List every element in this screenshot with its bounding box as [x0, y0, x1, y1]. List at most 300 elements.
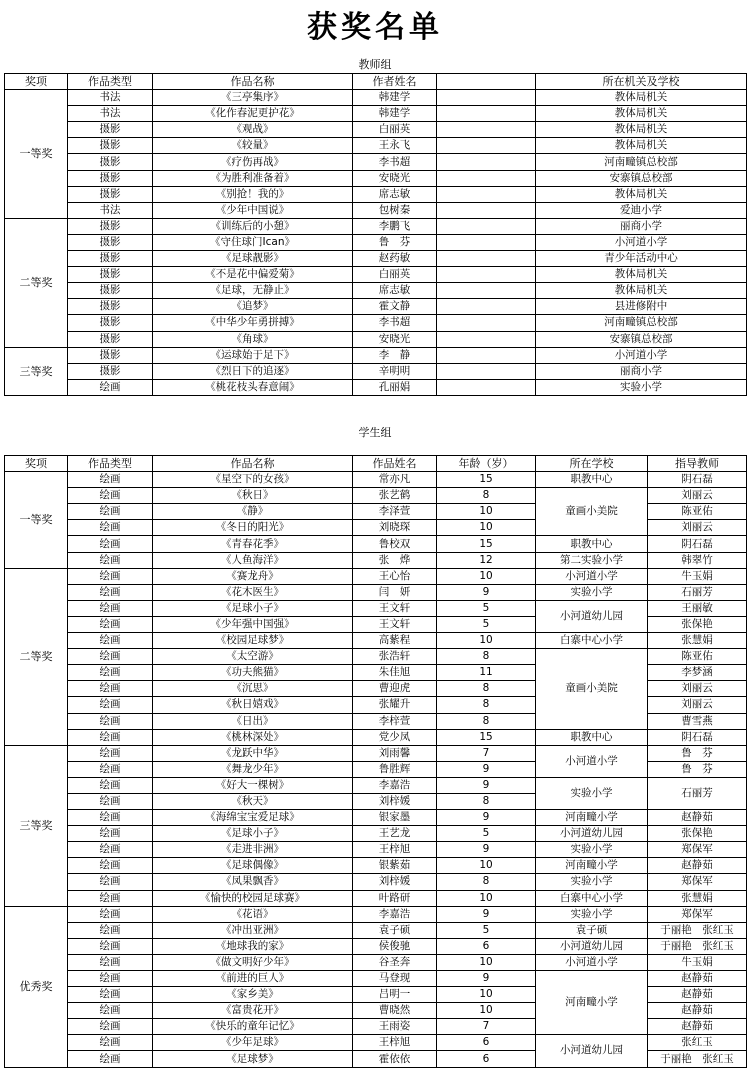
table-row: [5, 954, 747, 970]
advisor-teacher: 赵静茹: [648, 971, 747, 987]
age: 7: [437, 1019, 536, 1035]
student-name: 鲁校双: [353, 536, 437, 552]
work-title: 《足球偶像》: [153, 858, 353, 874]
school-name: 教体局机关: [536, 122, 747, 138]
student-name: 李泽萱: [353, 504, 437, 520]
work-type: 绘画: [68, 649, 153, 665]
school-name: 童画小美院: [536, 649, 648, 729]
table-row: [5, 906, 747, 922]
age: 8: [437, 681, 536, 697]
age: 5: [437, 922, 536, 938]
school-name: 小河道幼儿园: [536, 826, 648, 842]
work-title: 《足球，无静止》: [153, 283, 353, 299]
blank-cell: [437, 331, 536, 347]
table-row: [5, 858, 747, 874]
school-name: 丽商小学: [536, 363, 747, 379]
blank-cell: [437, 202, 536, 218]
advisor-teacher: 韩翠竹: [648, 552, 747, 568]
work-title: 《校园足球梦》: [153, 633, 353, 649]
table-row: [5, 568, 747, 584]
advisor-teacher: 李梦涵: [648, 665, 747, 681]
table-row: [5, 922, 747, 938]
work-title: 《好大一棵树》: [153, 777, 353, 793]
student-name: 鲁胜辉: [353, 761, 437, 777]
work-title: 《较量》: [153, 138, 353, 154]
age: 10: [437, 987, 536, 1003]
student-name: 王心怡: [353, 568, 437, 584]
table-row: [5, 331, 747, 347]
author-name: 李书超: [353, 154, 437, 170]
work-title: 《舞龙少年》: [153, 761, 353, 777]
blank-cell: [437, 106, 536, 122]
column-header: 所在学校: [536, 456, 648, 472]
advisor-teacher: 赵静茹: [648, 987, 747, 1003]
table-row: [5, 363, 747, 379]
author-name: 王永飞: [353, 138, 437, 154]
table-row: [5, 971, 747, 987]
blank-cell: [437, 379, 536, 395]
work-type: 绘画: [68, 616, 153, 632]
age: 10: [437, 504, 536, 520]
student-name: 高紫程: [353, 633, 437, 649]
student-name: 王梓旭: [353, 842, 437, 858]
column-header: 作者姓名: [353, 74, 437, 90]
work-type: 摄影: [68, 331, 153, 347]
work-type: 绘画: [68, 665, 153, 681]
age: 8: [437, 649, 536, 665]
work-title: 《不是花中偏爱菊》: [153, 267, 353, 283]
work-type: 绘画: [68, 697, 153, 713]
work-type: 摄影: [68, 251, 153, 267]
age: 8: [437, 874, 536, 890]
school-name: 教体局机关: [536, 267, 747, 283]
age: 15: [437, 472, 536, 488]
advisor-teacher: 阴石磊: [648, 729, 747, 745]
table-row: [5, 202, 747, 218]
work-type: 绘画: [68, 379, 153, 395]
advisor-teacher: 阴石磊: [648, 472, 747, 488]
work-type: 绘画: [68, 633, 153, 649]
work-type: 摄影: [68, 154, 153, 170]
work-type: 绘画: [68, 906, 153, 922]
column-header: [437, 74, 536, 90]
table-row: [5, 633, 747, 649]
work-title: 《赛龙舟》: [153, 568, 353, 584]
student-name: 袁子硕: [353, 922, 437, 938]
work-type: 绘画: [68, 761, 153, 777]
work-title: 《海绵宝宝爱足球》: [153, 810, 353, 826]
page-title: 获奖名单: [307, 10, 443, 45]
work-type: 绘画: [68, 1035, 153, 1051]
age: 9: [437, 810, 536, 826]
work-type: 绘画: [68, 826, 153, 842]
student-name: 张耀升: [353, 697, 437, 713]
age: 10: [437, 954, 536, 970]
work-type: 书法: [68, 106, 153, 122]
work-type: 绘画: [68, 890, 153, 906]
school-name: 教体局机关: [536, 106, 747, 122]
school-name: 河南疃镇总校部: [536, 154, 747, 170]
table-row: [5, 218, 747, 234]
table-row: [5, 536, 747, 552]
advisor-teacher: 赵静茹: [648, 1003, 747, 1019]
work-type: 绘画: [68, 1003, 153, 1019]
age: 6: [437, 938, 536, 954]
work-type: 绘画: [68, 713, 153, 729]
advisor-teacher: 郑保军: [648, 842, 747, 858]
student-name: 李嘉浩: [353, 777, 437, 793]
work-type: 书法: [68, 90, 153, 106]
school-name: 实验小学: [536, 584, 648, 600]
table-row: [5, 938, 747, 954]
student-group-label: 学生组: [358, 426, 392, 439]
work-title: 《走进非洲》: [153, 842, 353, 858]
advisor-teacher: 石丽芳: [648, 777, 747, 809]
author-name: 包树秦: [353, 202, 437, 218]
work-title: 《秋日》: [153, 488, 353, 504]
work-title: 《秋日嬉戏》: [153, 697, 353, 713]
work-type: 绘画: [68, 842, 153, 858]
work-type: 绘画: [68, 504, 153, 520]
school-name: 袁子硕: [536, 922, 648, 938]
work-type: 摄影: [68, 283, 153, 299]
school-name: 实验小学: [536, 842, 648, 858]
school-name: 教体局机关: [536, 283, 747, 299]
school-name: 县进修附中: [536, 299, 747, 315]
student-name: 朱佳旭: [353, 665, 437, 681]
teacher-award-table: [4, 73, 747, 396]
column-header: 奖项: [5, 74, 68, 90]
advisor-teacher: 张红玉: [648, 1035, 747, 1051]
work-title: 《角球》: [153, 331, 353, 347]
work-title: 《桃花枝头春意闹》: [153, 379, 353, 395]
age: 15: [437, 729, 536, 745]
advisor-teacher: 阴石磊: [648, 536, 747, 552]
age: 8: [437, 488, 536, 504]
blank-cell: [437, 315, 536, 331]
advisor-teacher: 张慧娟: [648, 890, 747, 906]
work-title: 《观战》: [153, 122, 353, 138]
work-type: 绘画: [68, 745, 153, 761]
student-name: 张 烨: [353, 552, 437, 568]
advisor-teacher: 赵静茹: [648, 858, 747, 874]
table-row: [5, 777, 747, 793]
student-name: 银家墨: [353, 810, 437, 826]
table-row: [5, 315, 747, 331]
award-level: 三等奖: [5, 347, 68, 395]
school-name: 小河道小学: [536, 954, 648, 970]
school-name: 教体局机关: [536, 186, 747, 202]
work-type: 绘画: [68, 1051, 153, 1067]
age: 8: [437, 713, 536, 729]
table-row: [5, 138, 747, 154]
age: 9: [437, 971, 536, 987]
blank-cell: [437, 267, 536, 283]
column-header: 作品类型: [68, 74, 153, 90]
table-row: [5, 90, 747, 106]
author-name: 李书超: [353, 315, 437, 331]
work-title: 《做文明好少年》: [153, 954, 353, 970]
work-title: 《中华少年勇拼搏》: [153, 315, 353, 331]
table-row: [5, 488, 747, 504]
student-name: 刘梓媛: [353, 874, 437, 890]
school-name: 白寨中心小学: [536, 890, 648, 906]
table-row: [5, 584, 747, 600]
work-type: 绘画: [68, 520, 153, 536]
table-row: [5, 251, 747, 267]
advisor-teacher: 王丽敏: [648, 600, 747, 616]
school-name: 实验小学: [536, 906, 648, 922]
work-type: 绘画: [68, 568, 153, 584]
work-type: 摄影: [68, 186, 153, 202]
work-type: 绘画: [68, 472, 153, 488]
school-name: 安寨镇总校部: [536, 331, 747, 347]
column-header: 作品类型: [68, 456, 153, 472]
work-title: 《星空下的女孩》: [153, 472, 353, 488]
blank-cell: [437, 283, 536, 299]
work-type: 摄影: [68, 234, 153, 250]
table-row: [5, 267, 747, 283]
work-title: 《龙跃中华》: [153, 745, 353, 761]
work-title: 《静》: [153, 504, 353, 520]
age: 9: [437, 761, 536, 777]
age: 9: [437, 584, 536, 600]
table-row: [5, 649, 747, 665]
school-name: 爱迪小学: [536, 202, 747, 218]
author-name: 霍文静: [353, 299, 437, 315]
student-name: 霍依依: [353, 1051, 437, 1067]
student-name: 李梓萱: [353, 713, 437, 729]
work-title: 《少年强中国强》: [153, 616, 353, 632]
work-type: 摄影: [68, 138, 153, 154]
student-name: 刘晓琛: [353, 520, 437, 536]
author-name: 李鹏飞: [353, 218, 437, 234]
age: 10: [437, 520, 536, 536]
blank-cell: [437, 218, 536, 234]
advisor-teacher: 陈亚佑: [648, 504, 747, 520]
blank-cell: [437, 299, 536, 315]
student-name: 王文轩: [353, 616, 437, 632]
age: 5: [437, 600, 536, 616]
student-name: 银紫茹: [353, 858, 437, 874]
author-name: 席志敏: [353, 283, 437, 299]
table-row: [5, 745, 747, 761]
table-row: [5, 186, 747, 202]
age: 15: [437, 536, 536, 552]
student-name: 闫 妍: [353, 584, 437, 600]
age: 10: [437, 858, 536, 874]
student-name: 叶路研: [353, 890, 437, 906]
school-name: 实验小学: [536, 379, 747, 395]
author-name: 辛明明: [353, 363, 437, 379]
work-title: 《足球小子》: [153, 826, 353, 842]
blank-cell: [437, 234, 536, 250]
award-level: 一等奖: [5, 90, 68, 219]
table-row: [5, 600, 747, 616]
school-name: 小河道小学: [536, 347, 747, 363]
work-title: 《花木医生》: [153, 584, 353, 600]
school-name: 青少年活动中心: [536, 251, 747, 267]
table-row: [5, 890, 747, 906]
work-type: 绘画: [68, 874, 153, 890]
work-title: 《少年足球》: [153, 1035, 353, 1051]
student-name: 曹迎虎: [353, 681, 437, 697]
age: 11: [437, 665, 536, 681]
advisor-teacher: 张保艳: [648, 826, 747, 842]
student-name: 李嘉浩: [353, 906, 437, 922]
table-row: [5, 122, 747, 138]
school-name: 小河道小学: [536, 234, 747, 250]
work-type: 绘画: [68, 1019, 153, 1035]
advisor-teacher: 于丽艳 张红玉: [648, 1051, 747, 1067]
blank-cell: [437, 122, 536, 138]
school-name: 小河道幼儿园: [536, 600, 648, 632]
work-title: 《训练后的小憩》: [153, 218, 353, 234]
work-type: 绘画: [68, 987, 153, 1003]
work-type: 摄影: [68, 363, 153, 379]
table-row: [5, 154, 747, 170]
work-title: 《别抢！我的》: [153, 186, 353, 202]
work-type: 绘画: [68, 922, 153, 938]
work-type: 绘画: [68, 858, 153, 874]
work-title: 《足球梦》: [153, 1051, 353, 1067]
teacher-header-row: [5, 74, 747, 90]
advisor-teacher: 石丽芳: [648, 584, 747, 600]
student-award-table: [4, 455, 747, 1068]
student-name: 王雨姿: [353, 1019, 437, 1035]
student-name: 常亦凡: [353, 472, 437, 488]
work-type: 绘画: [68, 938, 153, 954]
work-title: 《地球我的家》: [153, 938, 353, 954]
work-type: 绘画: [68, 600, 153, 616]
author-name: 安晓光: [353, 170, 437, 186]
award-level: 二等奖: [5, 568, 68, 745]
school-name: 教体局机关: [536, 138, 747, 154]
work-title: 《少年中国说》: [153, 202, 353, 218]
table-row: [5, 170, 747, 186]
work-type: 书法: [68, 202, 153, 218]
work-title: 《人鱼海洋》: [153, 552, 353, 568]
work-type: 绘画: [68, 954, 153, 970]
work-title: 《青春花季》: [153, 536, 353, 552]
column-header: 作品姓名: [353, 456, 437, 472]
blank-cell: [437, 347, 536, 363]
age: 12: [437, 552, 536, 568]
work-type: 绘画: [68, 971, 153, 987]
school-name: 职教中心: [536, 472, 648, 488]
work-title: 《足球靓影》: [153, 251, 353, 267]
age: 8: [437, 697, 536, 713]
blank-cell: [437, 138, 536, 154]
column-header: 年龄（岁）: [437, 456, 536, 472]
school-name: 小河道小学: [536, 568, 648, 584]
student-name: 吕明一: [353, 987, 437, 1003]
table-row: [5, 874, 747, 890]
advisor-teacher: 鲁 芬: [648, 761, 747, 777]
student-name: 曹晓然: [353, 1003, 437, 1019]
work-type: 绘画: [68, 793, 153, 809]
award-level: 三等奖: [5, 745, 68, 906]
student-name: 王梓旭: [353, 1035, 437, 1051]
school-name: 职教中心: [536, 729, 648, 745]
advisor-teacher: 于丽艳 张红玉: [648, 922, 747, 938]
work-title: 《快乐的童年记忆》: [153, 1019, 353, 1035]
work-type: 绘画: [68, 552, 153, 568]
work-title: 《桃林深处》: [153, 729, 353, 745]
school-name: 河南疃小学: [536, 858, 648, 874]
school-name: 童画小美院: [536, 488, 648, 536]
work-type: 摄影: [68, 315, 153, 331]
advisor-teacher: 陈亚佑: [648, 649, 747, 665]
advisor-teacher: 赵静茹: [648, 810, 747, 826]
column-header: 奖项: [5, 456, 68, 472]
school-name: 小河道幼儿园: [536, 1035, 648, 1067]
student-name: 张艺鹤: [353, 488, 437, 504]
work-title: 《追梦》: [153, 299, 353, 315]
table-row: [5, 106, 747, 122]
age: 5: [437, 826, 536, 842]
work-title: 《太空游》: [153, 649, 353, 665]
work-title: 《花语》: [153, 906, 353, 922]
author-name: 赵药敏: [353, 251, 437, 267]
advisor-teacher: 刘丽云: [648, 681, 747, 697]
work-title: 《冲出亚洲》: [153, 922, 353, 938]
school-name: 河南疃镇总校部: [536, 315, 747, 331]
author-name: 白丽英: [353, 122, 437, 138]
advisor-teacher: 郑保军: [648, 874, 747, 890]
school-name: 白寨中心小学: [536, 633, 648, 649]
table-row: [5, 1035, 747, 1051]
student-name: 刘雨馨: [353, 745, 437, 761]
work-type: 绘画: [68, 729, 153, 745]
author-name: 鲁 芬: [353, 234, 437, 250]
work-type: 绘画: [68, 536, 153, 552]
work-type: 绘画: [68, 681, 153, 697]
student-name: 马登现: [353, 971, 437, 987]
age: 8: [437, 793, 536, 809]
work-title: 《沉思》: [153, 681, 353, 697]
blank-cell: [437, 154, 536, 170]
work-type: 摄影: [68, 347, 153, 363]
work-title: 《守住球门Ican》: [153, 234, 353, 250]
blank-cell: [437, 363, 536, 379]
advisor-teacher: 张慧娟: [648, 633, 747, 649]
school-name: 小河道小学: [536, 745, 648, 777]
student-name: 党少凤: [353, 729, 437, 745]
advisor-teacher: 张保艳: [648, 616, 747, 632]
advisor-teacher: 刘丽云: [648, 520, 747, 536]
student-name: 刘梓媛: [353, 793, 437, 809]
work-type: 摄影: [68, 170, 153, 186]
work-title: 《凤果飘香》: [153, 874, 353, 890]
table-row: [5, 810, 747, 826]
age: 9: [437, 777, 536, 793]
blank-cell: [437, 186, 536, 202]
work-title: 《烈日下的追逐》: [153, 363, 353, 379]
school-name: 实验小学: [536, 874, 648, 890]
work-title: 《为胜利准备着》: [153, 170, 353, 186]
author-name: 白丽英: [353, 267, 437, 283]
school-name: 第二实验小学: [536, 552, 648, 568]
work-title: 《家乡美》: [153, 987, 353, 1003]
author-name: 孔丽娟: [353, 379, 437, 395]
work-title: 《秋天》: [153, 793, 353, 809]
school-name: 河南疃小学: [536, 810, 648, 826]
award-level: 二等奖: [5, 218, 68, 347]
blank-cell: [437, 90, 536, 106]
work-title: 《愉快的校园足球赛》: [153, 890, 353, 906]
author-name: 李 静: [353, 347, 437, 363]
